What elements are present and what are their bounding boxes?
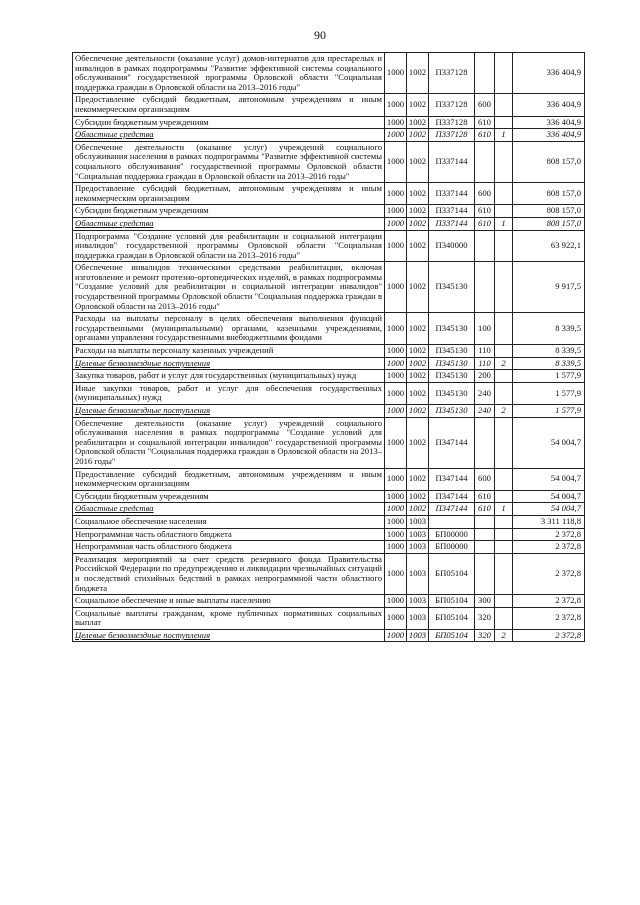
row-amount: 2 372,8 [513,607,585,629]
row-amount: 54 004,7 [513,417,585,468]
table-row [73,553,585,594]
row-amount: 3 311 118,8 [513,515,585,528]
row-funding-source [495,94,513,116]
row-amount: 2 372,8 [513,528,585,541]
row-target-article: П347144 [429,503,475,516]
row-target-article: П347144 [429,468,475,490]
row-subsection-code: 1002 [407,405,429,418]
row-expense-type: 610 [475,116,495,129]
row-name: Предоставление субсидий бюджетным, автономным учреждениям и иным некоммерческим организациям [73,94,385,116]
table-row [73,116,585,129]
row-amount: 336 404,9 [513,94,585,116]
row-funding-source [495,382,513,404]
row-target-article: П345130 [429,262,475,313]
row-section-code: 1000 [385,217,407,230]
table-row [73,53,585,94]
row-funding-source [495,116,513,129]
row-funding-source [495,345,513,358]
table-row [73,217,585,230]
row-section-code: 1000 [385,629,407,642]
row-target-article: П337128 [429,116,475,129]
row-name: Реализация мероприятий за счет средств резервного фонда Правительства Российской Федерации по предупреждению и ликвидации чрезвычайных ситуаций и последствий стихийных бедствий в рамках непрограммной части областного бюджета [73,553,385,594]
row-section-code: 1000 [385,313,407,345]
row-target-article: БП05104 [429,553,475,594]
row-name: Обеспечение деятельности (оказание услуг) учреждений социального обслуживания населения в рамках подпрограммы "Развитие эффективной системы социального обслуживания" государственной программы Орловской области "Социальная поддержка граждан в Орловской области на 2013–2016 годы" [73,141,385,182]
row-amount: 808 157,0 [513,141,585,182]
row-subsection-code: 1002 [407,116,429,129]
row-funding-source [495,417,513,468]
row-expense-type [475,515,495,528]
row-name: Целевые безвозмездные поступления [73,629,385,642]
row-amount: 808 157,0 [513,183,585,205]
row-expense-type: 100 [475,313,495,345]
row-expense-type: 320 [475,607,495,629]
row-section-code: 1000 [385,205,407,218]
row-section-code: 1000 [385,141,407,182]
row-section-code: 1000 [385,230,407,262]
row-name: Обеспечение инвалидов техническими средствами реабилитации, включая изготовление и ремонт протезно-ортопедических изделий, в рамках подпрограммы "Создание условий для реабилитации и социальной интеграции инвалидов" государственной программы Орловской области "Социальная поддержка граждан в Орловской области на 2013–2016 годы" [73,262,385,313]
row-funding-source [495,205,513,218]
row-amount: 8 339,5 [513,345,585,358]
row-section-code: 1000 [385,595,407,608]
row-funding-source [495,468,513,490]
row-subsection-code: 1002 [407,217,429,230]
row-name: Подпрограмма "Создание условий для реабилитации и социальной интеграции инвалидов" государственной программы Орловской области "Социальная поддержка граждан в Орловской области на 2013–2016 годы" [73,230,385,262]
row-expense-type [475,53,495,94]
row-funding-source [495,313,513,345]
row-target-article: БП05104 [429,607,475,629]
row-funding-source: 1 [495,129,513,142]
row-target-article: П347144 [429,417,475,468]
row-funding-source [495,183,513,205]
row-name: Непрограммная часть областного бюджета [73,541,385,554]
row-amount: 808 157,0 [513,217,585,230]
row-expense-type: 610 [475,205,495,218]
row-expense-type [475,230,495,262]
row-target-article: П337128 [429,94,475,116]
row-name: Предоставление субсидий бюджетным, автономным учреждениям и иным некоммерческим организациям [73,468,385,490]
row-amount: 8 339,5 [513,357,585,370]
row-target-article [429,515,475,528]
table-row [73,528,585,541]
row-amount: 336 404,9 [513,53,585,94]
row-target-article: П337128 [429,53,475,94]
row-amount: 336 404,9 [513,129,585,142]
table-row [73,129,585,142]
row-expense-type: 600 [475,183,495,205]
row-expense-type: 610 [475,217,495,230]
row-funding-source [495,528,513,541]
table-row [73,183,585,205]
row-funding-source [495,607,513,629]
row-name: Обеспечение деятельности (оказание услуг) домов-интернатов для престарелых и инвалидов в рамках подпрограммы "Развитие эффективной системы социального обслуживания" государственной программы Орловской области "Социальная поддержка граждан в Орловской области на 2013–2016 годы" [73,53,385,94]
row-amount: 63 922,1 [513,230,585,262]
row-amount: 54 004,7 [513,468,585,490]
row-subsection-code: 1002 [407,205,429,218]
row-subsection-code: 1002 [407,262,429,313]
row-section-code: 1000 [385,370,407,383]
row-funding-source: 2 [495,629,513,642]
row-subsection-code: 1003 [407,541,429,554]
row-amount: 8 339,5 [513,313,585,345]
row-subsection-code: 1002 [407,141,429,182]
row-subsection-code: 1003 [407,607,429,629]
row-section-code: 1000 [385,515,407,528]
row-target-article: П345130 [429,370,475,383]
row-name: Субсидии бюджетным учреждениям [73,116,385,129]
row-funding-source [495,515,513,528]
budget-table-body [73,53,585,642]
row-name: Целевые безвозмездные поступления [73,405,385,418]
row-funding-source: 1 [495,217,513,230]
row-subsection-code: 1002 [407,357,429,370]
table-row [73,262,585,313]
row-funding-source [495,370,513,383]
budget-table [72,52,585,642]
row-subsection-code: 1002 [407,183,429,205]
table-row [73,607,585,629]
row-section-code: 1000 [385,528,407,541]
row-expense-type [475,141,495,182]
table-row [73,94,585,116]
table-row [73,595,585,608]
row-section-code: 1000 [385,490,407,503]
row-amount: 808 157,0 [513,205,585,218]
row-target-article: П337144 [429,141,475,182]
row-name: Областные средства [73,129,385,142]
row-funding-source: 2 [495,405,513,418]
table-row [73,417,585,468]
row-amount: 9 917,5 [513,262,585,313]
row-subsection-code: 1002 [407,345,429,358]
table-row [73,629,585,642]
row-section-code: 1000 [385,262,407,313]
row-subsection-code: 1002 [407,382,429,404]
row-subsection-code: 1002 [407,490,429,503]
row-expense-type: 300 [475,595,495,608]
row-expense-type [475,553,495,594]
row-section-code: 1000 [385,541,407,554]
row-name: Целевые безвозмездные поступления [73,357,385,370]
row-name: Иные закупки товаров, работ и услуг для обеспечения государственных (муниципальных) нужд [73,382,385,404]
row-amount: 54 004,7 [513,503,585,516]
row-target-article: П347144 [429,490,475,503]
row-funding-source: 2 [495,357,513,370]
row-target-article: П345130 [429,405,475,418]
row-expense-type: 600 [475,468,495,490]
row-subsection-code: 1002 [407,503,429,516]
row-funding-source [495,230,513,262]
row-section-code: 1000 [385,382,407,404]
row-target-article: БП00000 [429,541,475,554]
table-row [73,515,585,528]
row-name: Областные средства [73,217,385,230]
row-target-article: П337144 [429,217,475,230]
row-subsection-code: 1002 [407,468,429,490]
row-subsection-code: 1003 [407,515,429,528]
row-name: Закупка товаров, работ и услуг для государственных (муниципальных) нужд [73,370,385,383]
row-amount: 2 372,8 [513,541,585,554]
table-row [73,382,585,404]
row-name: Социальные выплаты гражданам, кроме публичных нормативных социальных выплат [73,607,385,629]
row-expense-type: 200 [475,370,495,383]
table-row [73,313,585,345]
row-name: Расходы на выплаты персоналу в целях обеспечения выполнения функций государственными (муниципальными) органами, казенными учреждениями, органами управления государственными внебюджетными фондами [73,313,385,345]
row-subsection-code: 1003 [407,629,429,642]
row-funding-source [495,53,513,94]
row-expense-type: 610 [475,503,495,516]
row-section-code: 1000 [385,468,407,490]
row-target-article: БП00000 [429,528,475,541]
row-section-code: 1000 [385,183,407,205]
row-expense-type: 610 [475,129,495,142]
row-section-code: 1000 [385,357,407,370]
row-name: Обеспечение деятельности (оказание услуг) учреждений социального обслуживания населения в рамках подпрограммы "Создание условий для реабилитации и социальной интеграции инвалидов" государственной программы Орловской области "Социальная поддержка граждан в Орловской области на 2013–2016 годы" [73,417,385,468]
table-row [73,357,585,370]
row-expense-type: 110 [475,357,495,370]
row-name: Субсидии бюджетным учреждениям [73,205,385,218]
row-section-code: 1000 [385,503,407,516]
row-amount: 336 404,9 [513,116,585,129]
row-target-article: П345130 [429,345,475,358]
row-subsection-code: 1002 [407,94,429,116]
row-target-article: П340000 [429,230,475,262]
row-target-article: П345130 [429,357,475,370]
row-target-article: П345130 [429,313,475,345]
row-subsection-code: 1003 [407,595,429,608]
row-funding-source: 1 [495,503,513,516]
row-amount: 2 372,8 [513,629,585,642]
table-row [73,370,585,383]
row-subsection-code: 1002 [407,313,429,345]
row-subsection-code: 1002 [407,370,429,383]
row-expense-type [475,528,495,541]
row-expense-type: 320 [475,629,495,642]
row-expense-type [475,417,495,468]
row-expense-type: 240 [475,382,495,404]
row-expense-type [475,541,495,554]
row-section-code: 1000 [385,417,407,468]
row-expense-type: 600 [475,94,495,116]
row-section-code: 1000 [385,53,407,94]
table-row [73,230,585,262]
row-funding-source [495,490,513,503]
row-target-article: П337144 [429,205,475,218]
row-expense-type: 610 [475,490,495,503]
row-amount: 1 577,9 [513,405,585,418]
row-section-code: 1000 [385,553,407,594]
row-target-article: П345130 [429,382,475,404]
row-name: Непрограммная часть областного бюджета [73,528,385,541]
page-number: 90 [314,28,326,42]
row-section-code: 1000 [385,405,407,418]
table-row [73,205,585,218]
row-expense-type: 110 [475,345,495,358]
row-section-code: 1000 [385,129,407,142]
row-section-code: 1000 [385,345,407,358]
row-amount: 1 577,9 [513,382,585,404]
row-target-article: БП05104 [429,595,475,608]
row-amount: 2 372,8 [513,553,585,594]
table-row [73,490,585,503]
row-expense-type: 240 [475,405,495,418]
row-target-article: П337144 [429,183,475,205]
row-name: Социальное обеспечение населения [73,515,385,528]
row-funding-source [495,141,513,182]
row-amount: 2 372,8 [513,595,585,608]
row-target-article: П337128 [429,129,475,142]
row-name: Субсидии бюджетным учреждениям [73,490,385,503]
row-name: Предоставление субсидий бюджетным, автономным учреждениям и иным некоммерческим организациям [73,183,385,205]
row-name: Областные средства [73,503,385,516]
row-subsection-code: 1003 [407,553,429,594]
row-target-article: БП05104 [429,629,475,642]
row-section-code: 1000 [385,116,407,129]
table-row [73,468,585,490]
table-row [73,141,585,182]
row-subsection-code: 1002 [407,53,429,94]
row-subsection-code: 1002 [407,417,429,468]
table-row [73,345,585,358]
row-amount: 54 004,7 [513,490,585,503]
row-expense-type [475,262,495,313]
row-section-code: 1000 [385,94,407,116]
row-name: Расходы на выплаты персоналу казенных учреждений [73,345,385,358]
row-funding-source [495,262,513,313]
row-subsection-code: 1003 [407,528,429,541]
row-section-code: 1000 [385,607,407,629]
row-subsection-code: 1002 [407,129,429,142]
row-subsection-code: 1002 [407,230,429,262]
row-name: Социальное обеспечение и иные выплаты населению [73,595,385,608]
row-funding-source [495,541,513,554]
table-row [73,405,585,418]
row-funding-source [495,553,513,594]
row-amount: 1 577,9 [513,370,585,383]
table-row [73,503,585,516]
table-row [73,541,585,554]
row-funding-source [495,595,513,608]
